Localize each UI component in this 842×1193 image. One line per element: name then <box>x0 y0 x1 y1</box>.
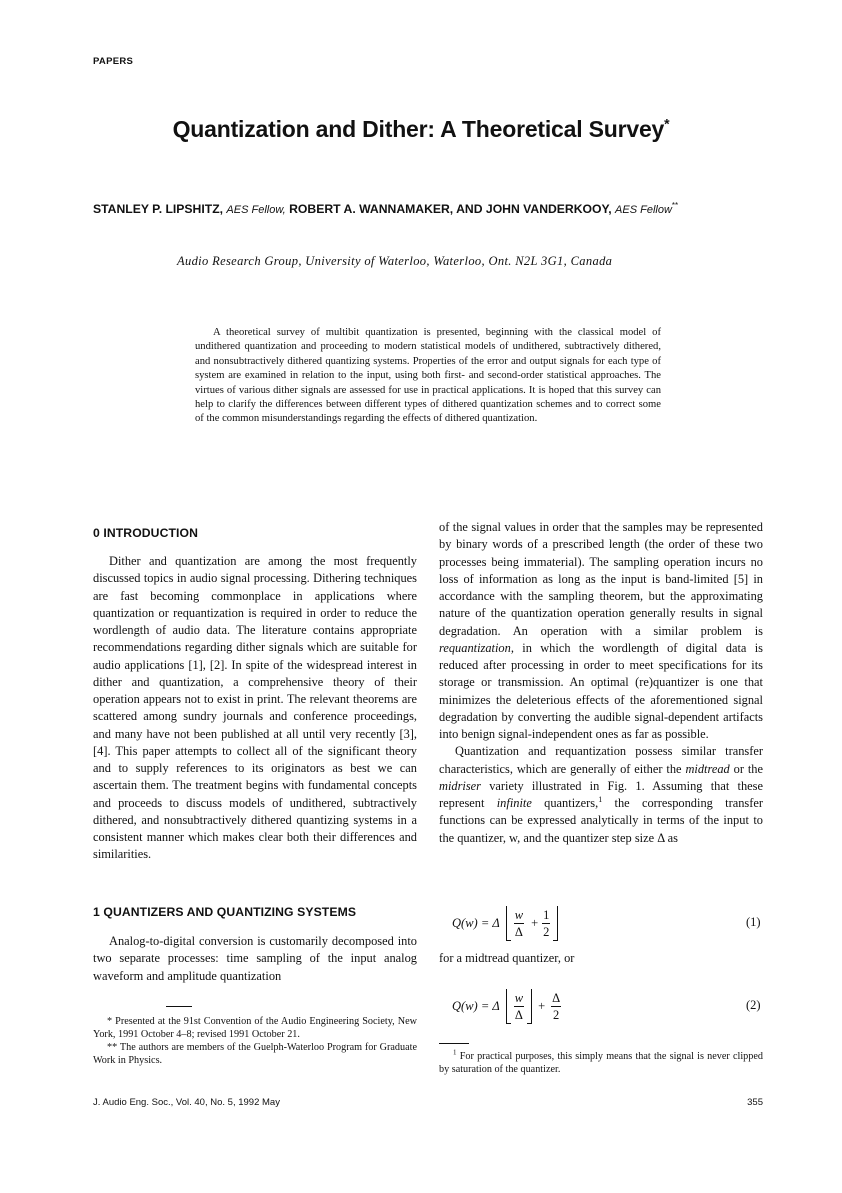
eq2-floor-left <box>506 989 511 1024</box>
intro-heading: 0 INTRODUCTION <box>93 526 198 540</box>
footnote-presented: * Presented at the 91st Convention of the Audio Engineering Society, New York, 1991 October 4–8; revised 1991 October 21. <box>93 1016 417 1040</box>
p2-em-midtread: midtread <box>685 761 730 776</box>
eq2-floor-right <box>527 989 532 1024</box>
p2-text-d: quantizers, <box>531 796 599 810</box>
affiliation: Audio Research Group, University of Waterloo, Waterloo, Ont. N2L 3G1, Canada <box>177 254 613 268</box>
eq-connective: for a midtread quantizer, or <box>439 951 575 965</box>
p2-em-infinite: infinite <box>496 796 532 810</box>
author-lipshitz: STANLEY P. LIPSHITZ, <box>93 202 224 216</box>
p1-text-b: in which the wordlength of digital data is reduced after processing in order to meet specifications for its storage or transmission. An optimal (re)quantizer is one that minimizes the deleterious effects of the aforementioned signal degradation by converting the audible signal-dependent artifacts into benign signal-independent ones as far as possible. <box>439 640 763 741</box>
eq1-half-num: 1 <box>543 907 550 922</box>
intro-body <box>93 553 417 864</box>
p2-text-b: or the <box>729 761 763 776</box>
right-body <box>439 519 763 847</box>
author-line <box>93 202 793 216</box>
page-number: 355 <box>747 1097 763 1108</box>
footnote-rule-left <box>166 1006 192 1007</box>
p2-text-a: Quantization and requantization possess similar transfer characteristics, which are generally of either the <box>439 744 763 776</box>
p2-em-midriser: midriser <box>439 778 481 793</box>
author-footnote-mark: ** <box>671 200 679 210</box>
section-label: PAPERS <box>93 56 134 67</box>
footnote-1-text: For practical purposes, this simply means that the signal is never clipped by saturation of the quantizer. <box>439 1051 763 1075</box>
eq2-lhs: Q(w) = Δ <box>452 998 500 1013</box>
eq1-half-den: 2 <box>543 924 550 939</box>
footnote-1 <box>439 1050 763 1076</box>
footnote-authors: ** The authors are members of the Guelph-Waterloo Program for Graduate Work in Physics. <box>93 1042 417 1066</box>
eq2-delta-num: Δ <box>552 990 561 1005</box>
title-text: Quantization and Dither: A Theoretical Survey <box>172 116 665 142</box>
eq1-frac-half <box>542 907 550 940</box>
eq2-plus: + <box>538 998 546 1013</box>
paper-title <box>0 116 842 143</box>
p2-text-c: variety illustrated in Fig. 1. Assuming that these represent <box>439 778 763 810</box>
section1-paragraph: Analog-to-digital conversion is customarily decomposed into two separate processes: time sampling of the input analog waveform and amplitude quantization <box>93 934 417 983</box>
right-footnote <box>439 1050 763 1076</box>
eq2-frac-delta <box>551 990 561 1023</box>
footnote-rule-right <box>439 1043 469 1044</box>
eq2-den: Δ <box>514 1007 523 1022</box>
author-vanderkooy-fellow: AES Fellow <box>615 204 672 216</box>
right-paragraph-1 <box>439 519 763 743</box>
p1-emphasis: requantization, <box>439 640 514 655</box>
equation-bridge-text <box>439 950 763 967</box>
eq1-floor-left <box>506 906 511 941</box>
footnote-ref-1: 1 <box>598 794 603 804</box>
eq1-num: w <box>514 907 524 922</box>
footnote-1-mark: 1 <box>453 1048 457 1057</box>
title-footnote-mark: * <box>664 115 670 132</box>
eq1-den: Δ <box>514 924 523 939</box>
eq2-delta-den: 2 <box>553 1007 560 1022</box>
eq1-frac-w <box>514 907 524 940</box>
eq1-lhs: Q(w) = Δ <box>452 915 500 930</box>
equation-2 <box>452 986 561 1026</box>
left-footnotes <box>93 1015 417 1067</box>
author-wannamaker-vanderkooy: ROBERT A. WANNAMAKER, AND JOHN VANDERKOOY, <box>289 202 612 216</box>
intro-paragraph: Dither and quantization are among the most frequently discussed topics in audio signal processing. Dithering techniques are fast becoming commonplace in applications where quantization or requantization is required in order to reduce the wordlength of audio data. The literature contains appropriate recommendations regarding dither signals which are suitable for audio applications [1], [2]. In spite of the widespread interest in dither and quantization, a comprehensive theory of their operation appears not to exist in print. The relevant theorems are scattered among sundry journals and conference proceedings, and many have not been published at all until very recently [3], [4]. This paper attempts to collect all of the significant theory and to supply references to its originators as best we can ascertain them. The treatment begins with fundamental concepts and proceeds to discuss models of undithered, subtractively dithered, and nonsubtractively dithered quantizing systems in a consistent manner which makes clear both their differences and similarities. <box>93 554 417 862</box>
eq1-plus: + <box>531 915 539 930</box>
p1-text-a: of the signal values in order that the samples may be represented by binary words of a prescribed length (the order of these two processes being immaterial). The sampling operation incurs no loss of information as long as the input is band-limited [5] in accordance with the sampling theorem, but the approximating nature of the quantization operation generally results in signal degradation. An operation with a similar problem is <box>439 520 763 638</box>
equation-1 <box>452 903 558 943</box>
equation-1-number: (1) <box>746 915 761 929</box>
journal-citation: J. Audio Eng. Soc., Vol. 40, No. 5, 1992 May <box>93 1097 280 1108</box>
section1-body <box>93 933 417 985</box>
section1-heading: 1 QUANTIZERS AND QUANTIZING SYSTEMS <box>93 905 357 919</box>
author-lipshitz-fellow: AES Fellow, <box>226 204 286 216</box>
p2-text-e: the corresponding transfer functions can be expressed analytically in terms of the input to the quantizer, w, and the quantizer step size Δ as <box>439 796 763 845</box>
equation-2-number: (2) <box>746 998 761 1012</box>
eq1-floor-right <box>553 906 558 941</box>
eq2-frac-w <box>514 990 524 1023</box>
right-paragraph-2 <box>439 743 763 847</box>
abstract: A theoretical survey of multibit quantization is presented, beginning with the classical model of undithered quantization and proceeding to modern statistical models of undithered, subtractively dithered, and nonsubtractively dithered quantizing systems. Properties of the error and output signals for each type of system are examined in relation to the input, using both first- and second-order statistical approaches. The virtues of various dither signals are assessed for use in practical applications. It is hoped that this survey can help to clarify the differences between different types of dithered quantization schemes and to correct some of the common misunderstandings regarding the effects of dithered quantization. <box>195 327 661 425</box>
eq2-num: w <box>514 990 524 1005</box>
